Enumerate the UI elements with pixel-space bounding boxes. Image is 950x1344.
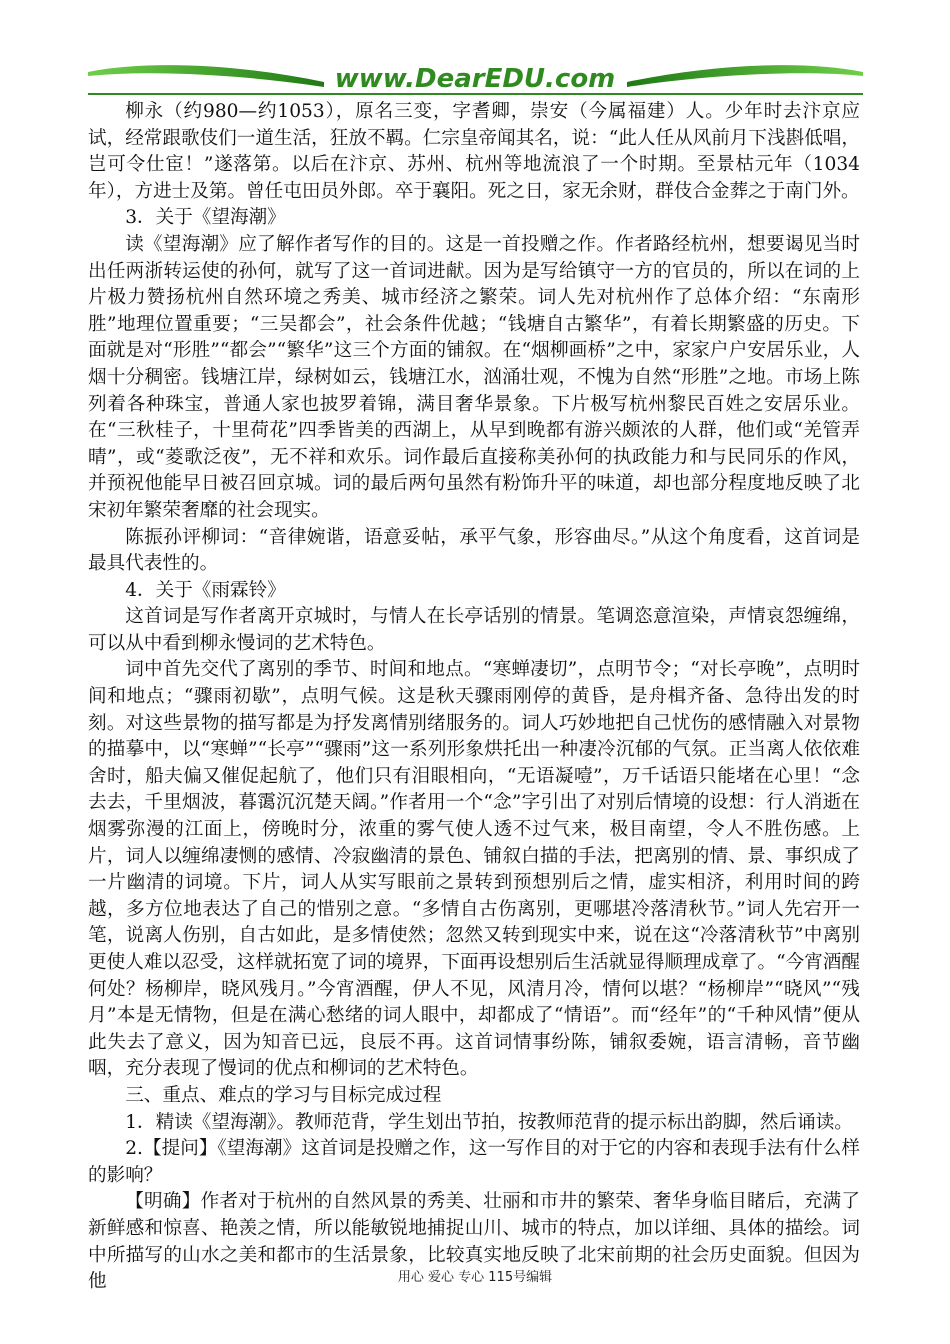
site-name: www.DearEDU.com (334, 64, 616, 94)
left-swoosh (88, 65, 324, 87)
section-heading-wanghaichao: 3．关于《望海潮》 (125, 207, 286, 229)
page-footer: 用心 爱心 专心 115号编辑 (397, 1270, 553, 1285)
document-body (88, 99, 860, 1296)
task-2-answer-paragraph: 【明确】作者对于杭州的自然风景的秀美、壮丽和市井的繁荣、奢华身临目睹后，充满了新鲜感和惊喜、艳羡之情，所以能敏锐地捕捉山川、城市的特点，加以详细、具体的描绘。词中所描写的山水之美和都市的生活景象，比较真实地反映了北宋前期的社会历史面貌。但因为他 (88, 1191, 860, 1293)
critic-quote-paragraph: 陈振孙评柳词：“音律婉谐，语意妥帖，承平气象，形容曲尽。”从这个角度看，这首词是最具代表性的。 (88, 526, 860, 575)
right-swoosh (627, 65, 863, 87)
section-heading-key-points: 三、重点、难点的学习与目标完成过程 (125, 1084, 442, 1106)
section-heading-yulinling: 4．关于《雨霖铃》 (125, 579, 286, 601)
author-bio-paragraph: 柳永（约980—约1053），原名三变，字耆卿，崇安（今属福建）人。少年时去汴京应试，经常跟歌伎们一道生活，狂放不羁。仁宗皇帝闻其名，说：“此人任从风前月下浅斟低唱，岂可令仕宦！”遂落第。以后在汴京、苏州、杭州等地流浪了一个时期。至景枯元年（1034年），方进士及第。曾任屯田员外郎。卒于襄阳。死之日，家无余财，群伎合金葬之于南门外。 (88, 101, 860, 202)
wanghaichao-analysis-paragraph: 读《望海潮》应了解作者写作的目的。这是一首投赠之作。作者路经杭州，想要谒见当时出任两浙转运使的孙何，就写了这一首词进献。因为是写给镇守一方的官员的，所以在词的上片极力赞扬杭州自然环境之秀美、城市经济之繁荣。词人先对杭州作了总体介绍：“东南形胜”地理位置重要；“三吴都会”，社会条件优越；“钱塘自古繁华”，有着长期繁盛的历史。下面就是对“形胜”“都会”“繁华”这三个方面的铺叙。在“烟柳画桥”之中，家家户户安居乐业，人烟十分稠密。钱塘江岸，绿树如云，钱塘江水，汹涌壮观，不愧为自然“形胜”之地。市场上陈列着各种珠宝，普通人家也披罗着锦，满目奢华景象。下片极写杭州黎民百姓之安居乐业。在“三秋桂子，十里荷花”四季皆美的西湖上，从早到晚都有游兴颇浓的人群，他们或“羌管弄晴”，或“菱歌泛夜”，无不祥和欢乐。词作最后直接称美孙何的执政能力和与民同乐的作风，并预祝他能早日被召回京城。词的最后两句虽然有粉饰升平的味道，却也部分程度地反映了北宋初年繁荣奢靡的社会现实。 (88, 233, 860, 521)
task-1-paragraph: 1．精读《望海潮》。教师范背，学生划出节拍，按教师范背的提示标出韵脚，然后诵读。 (125, 1111, 853, 1133)
banner-swoosh-graphic (88, 56, 863, 98)
yulinling-analysis-paragraph: 词中首先交代了离别的季节、时间和地点。“寒蝉凄切”，点明节令；“对长亭晚”，点明时间和地点；“骤雨初歇”，点明气候。这是秋天骤雨刚停的黄昏，是舟楫齐备、急待出发的时刻。对这些景物的描写都是为抒发离情别绪服务的。词人巧妙地把自己忧伤的感情融入对景物的描摹中，以“寒蝉”“长亭”“骤雨”这一系列形象烘托出一种凄冷沉郁的气氛。正当离人依依难舍时，船夫偏又催促起航了，他们只有泪眼相向，“无语凝噎”，万千话语只能堵在心里！“念去去，千里烟波，暮霭沉沉楚天阔。”作者用一个“念”字引出了对别后情境的设想：行人消逝在烟雾弥漫的江面上，傍晚时分，浓重的雾气使人透不过气来，极目南望，令人不胜伤感。上片，词人以缠绵凄恻的感情、冷寂幽清的景色、铺叙白描的手法，把离别的情、景、事织成了一片幽清的词境。下片，词人从实写眼前之景转到预想别后之情，虚实相济，利用时间的跨越，多方位地表达了自己的惜别之意。“多情自古伤离别，更哪堪冷落清秋节。”词人先宕开一笔，说离人伤别，自古如此，是多情使然；忽然又转到现实中来，说在这“冷落清秋节”中离别更使人难以忍受，这样就拓宽了词的境界，下面再设想别后生活就显得顺理成章了。“今宵酒醒何处？杨柳岸，晓风残月。”今宵酒醒，伊人不见，风清月冷，情何以堪？“杨柳岸”“晓风”“残月”本是无情物，但是在满心愁绪的词人眼中，却都成了“情语”。而“经年”的“千种风情”便从此失去了意义，因为知音已远，良辰不再。这首词情事纷陈，铺叙委婉，语言清畅，音节幽咽，充分表现了慢词的优点和柳词的艺术特色。 (88, 659, 860, 1080)
task-2-question-paragraph: 2.【提问】《望海潮》这首词是投赠之作，这一写作目的对于它的内容和表现手法有什么样的影响？ (88, 1138, 860, 1186)
site-banner (88, 56, 863, 98)
yulinling-intro-paragraph: 这首词是写作者离开京城时，与情人在长亭话别的情景。笔调恣意渲染，声情哀怨缠绵，可以从中看到柳永慢词的艺术特色。 (88, 606, 860, 654)
